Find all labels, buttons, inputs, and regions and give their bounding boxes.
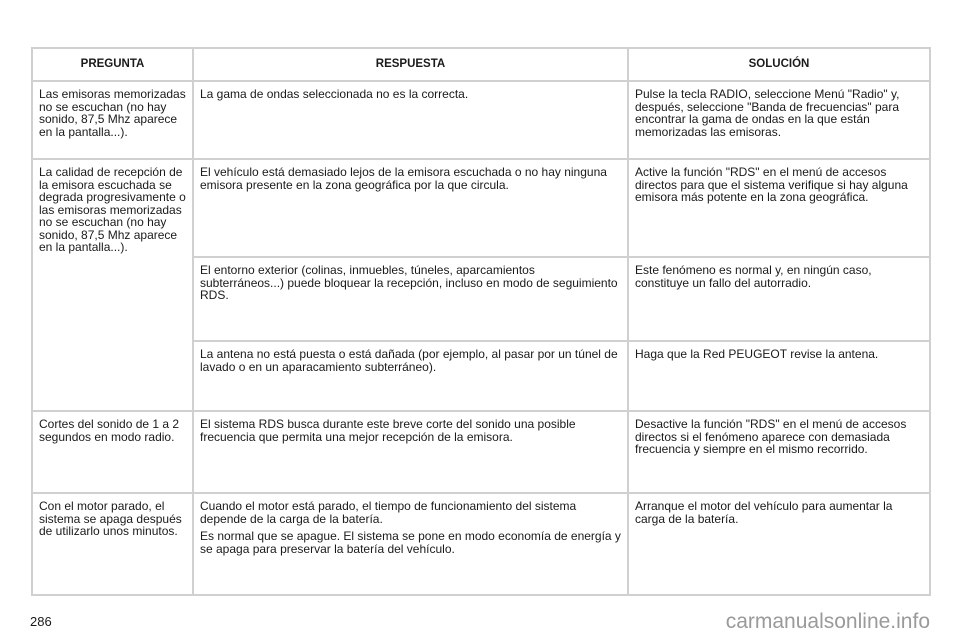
answer-text: La gama de ondas seleccionada no es la correcta.	[200, 87, 469, 101]
solution-cell: Arranque el motor del vehículo para aumentar la carga de la batería.	[628, 493, 930, 595]
header-solucion: SOLUCIÓN	[628, 48, 930, 81]
answer-text: La antena no está puesta o está dañada (por ejemplo, al pasar por un túnel de lavado o en un aparacamiento subterráneo).	[200, 347, 618, 374]
solution-cell: Haga que la Red PEUGEOT revise la antena.	[628, 341, 930, 411]
answer-cell	[193, 81, 628, 159]
solution-cell: Este fenómeno es normal y, en ningún caso, constituye un fallo del autorradio.	[628, 257, 930, 341]
answer-cell	[193, 257, 628, 341]
answer-cell	[193, 493, 628, 595]
table-row	[32, 411, 930, 493]
table-row	[32, 159, 930, 257]
table-row	[32, 493, 930, 595]
table-row	[32, 81, 930, 159]
faq-table	[31, 47, 931, 596]
answer-cell	[193, 159, 628, 257]
table-header	[32, 48, 930, 81]
question-cell: La calidad de recepción de la emisora escuchada se degrada progresivamente o las emisoras memorizadas no se escuchan (no hay sonido, 87,5 Mhz aparece en la pantalla...).	[32, 159, 193, 411]
question-cell: Las emisoras memorizadas no se escuchan (no hay sonido, 87,5 Mhz aparece en la pantalla...).	[32, 81, 193, 159]
header-respuesta: RESPUESTA	[193, 48, 628, 81]
solution-cell: Desactive la función "RDS" en el menú de accesos directos si el fenómeno aparece con demasiada frecuencia y siempre en el mismo recorrido.	[628, 411, 930, 493]
solution-cell: Active la función "RDS" en el menú de accesos directos para que el sistema verifique si hay alguna emisora más potente en la zona geográfica.	[628, 159, 930, 257]
answer-cell	[193, 341, 628, 411]
answer-text: El entorno exterior (colinas, inmuebles, túneles, aparcamientos subterráneos...) puede bloquear la recepción, incluso en modo de seguimiento RDS.	[200, 263, 618, 302]
answer-text: Es normal que se apague. El sistema se pone en modo economía de energía y se apaga para preservar la batería del vehículo.	[200, 529, 621, 556]
answer-text: Cuando el motor está parado, el tiempo de funcionamiento del sistema depende de la carga de la batería.	[200, 499, 577, 526]
header-pregunta: PREGUNTA	[32, 48, 193, 81]
answer-text: El sistema RDS busca durante este breve corte del sonido una posible frecuencia que permita una mejor recepción de la emisora.	[200, 417, 576, 444]
question-cell: Con el motor parado, el sistema se apaga después de utilizarlo unos minutos.	[32, 493, 193, 595]
answer-text: El vehículo está demasiado lejos de la emisora escuchada o no hay ninguna emisora presente en la zona geográfica por la que circula.	[200, 165, 607, 192]
solution-cell: Pulse la tecla RADIO, seleccione Menú "Radio" y, después, seleccione "Banda de frecuencias" para encontrar la gama de ondas en la que están memorizadas las emisoras.	[628, 81, 930, 159]
watermark: carmanualsonline.info	[725, 610, 930, 633]
answer-cell	[193, 411, 628, 493]
page-number: 286	[30, 614, 52, 629]
question-cell: Cortes del sonido de 1 a 2 segundos en modo radio.	[32, 411, 193, 493]
